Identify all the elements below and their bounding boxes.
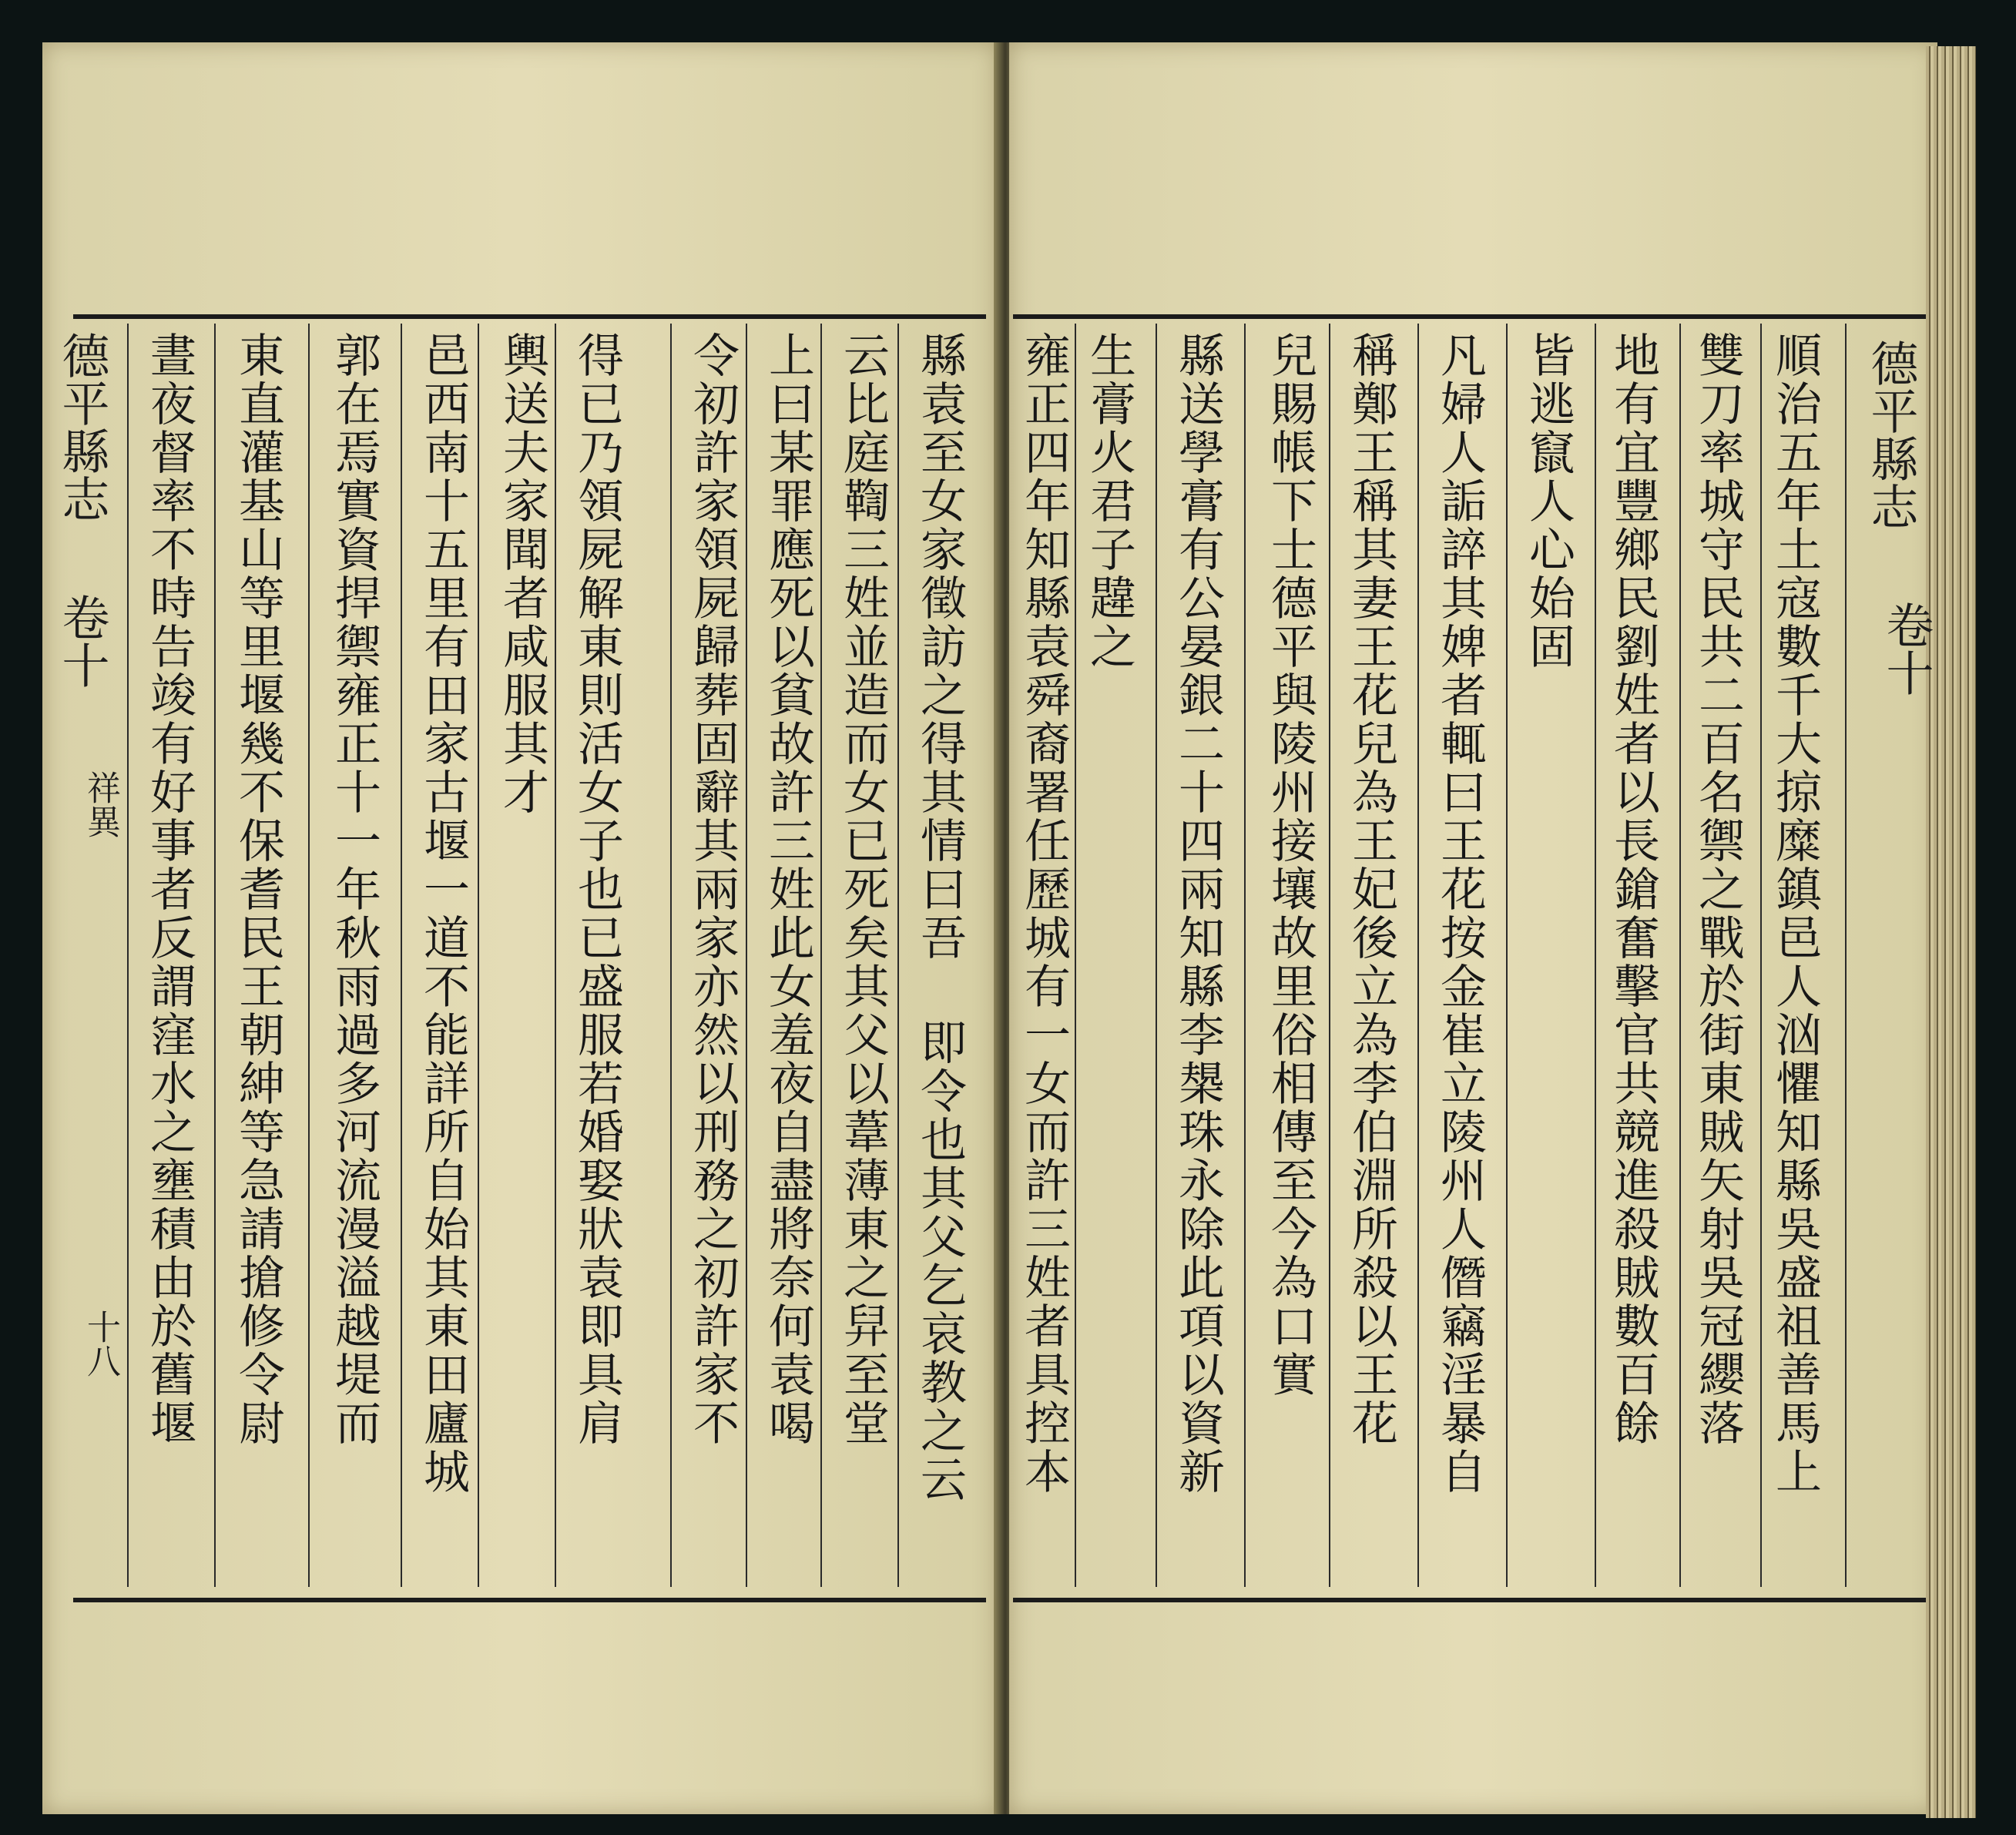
right-col-6: 稱鄭王稱其妻王花兒為王妃後立為李伯淵所殺以王花 bbox=[1344, 331, 1398, 1448]
left-margin-rule bbox=[127, 324, 129, 1587]
right-col-rule bbox=[1244, 324, 1246, 1587]
left-col-6: 輿送夫家聞者咸服其才 bbox=[495, 331, 549, 817]
right-col-rule bbox=[1075, 324, 1076, 1587]
right-col-5: 凡婦人詬誶其婢者輒曰王花按金崔立陵州人僭竊淫暴自 bbox=[1433, 331, 1487, 1496]
left-col-rule bbox=[308, 324, 310, 1587]
right-col-rule bbox=[1595, 324, 1596, 1587]
left-col-7: 邑西南十五里有田家古堰一道不能詳所自始其東田廬城 bbox=[416, 331, 470, 1496]
left-margin-title: 德平縣志 bbox=[54, 331, 110, 522]
left-col-rule bbox=[670, 324, 672, 1587]
left-margin-volume: 卷十 bbox=[54, 593, 110, 689]
left-col-rule bbox=[555, 324, 556, 1587]
left-col-rule bbox=[401, 324, 402, 1587]
right-margin-title: 德平縣志 bbox=[1863, 339, 1919, 530]
left-margin-section: 祥異 bbox=[81, 770, 120, 838]
left-col-2: 云比庭鞫三姓並造而女已死矣其父以葦薄東之舁至堂 bbox=[836, 331, 890, 1448]
right-col-9: 生膏火君子韙之 bbox=[1082, 331, 1136, 671]
left-col-1: 縣袁至女家徵訪之得其情曰吾 即令也其父乞哀教之云 bbox=[913, 331, 967, 1504]
right-col-4: 皆逃竄人心始固 bbox=[1521, 331, 1575, 671]
right-col-rule bbox=[1329, 324, 1330, 1587]
right-col-3: 地有宜豐鄉民劉姓者以長鎗奮擊官共競進殺賊數百餘 bbox=[1606, 331, 1660, 1448]
right-col-8: 縣送學膏有公晏銀二十四兩知縣李槼珠永除此項以資新 bbox=[1171, 331, 1225, 1496]
right-margin-rule bbox=[1845, 324, 1847, 1587]
left-col-rule bbox=[214, 324, 216, 1587]
left-col-9: 東直灌基山等里堰幾不保耆民王朝紳等急請搶修令尉 bbox=[231, 331, 285, 1448]
right-col-rule bbox=[1417, 324, 1419, 1587]
left-col-8: 郭在焉實資捍禦雍正十一年秋雨過多河流漫溢越堤而 bbox=[327, 331, 381, 1448]
right-col-rule bbox=[1679, 324, 1681, 1587]
page-edges bbox=[1926, 46, 1976, 1818]
left-col-rule bbox=[820, 324, 822, 1587]
right-col-10: 雍正四年知縣袁舜裔署任歷城有一女而許三姓者具控本 bbox=[1017, 331, 1071, 1496]
left-col-10: 晝夜督率不時告竣有好事者反謂窪水之壅積由於舊堰 bbox=[143, 331, 196, 1448]
left-col-rule bbox=[478, 324, 479, 1587]
left-col-3: 上曰某罪應死以貧故許三姓此女羞夜自盡將奈何袁喝 bbox=[761, 331, 815, 1448]
left-col-rule bbox=[897, 324, 899, 1587]
right-col-rule bbox=[1506, 324, 1508, 1587]
right-col-rule bbox=[1760, 324, 1762, 1587]
right-col-1: 順治五年土寇數千大掠糜鎮邑人汹懼知縣吳盛祖善馬上 bbox=[1768, 331, 1822, 1496]
left-col-rule bbox=[746, 324, 747, 1587]
left-col-4: 令初許家領屍歸葬固辭其兩家亦然以刑務之初許家不 bbox=[686, 331, 740, 1448]
left-margin-folio: 十八 bbox=[81, 1310, 120, 1377]
right-col-7: 兒賜帳下士德平與陵州接壤故里俗相傳至今為口實 bbox=[1263, 331, 1317, 1399]
right-col-rule bbox=[1156, 324, 1157, 1587]
right-margin-volume: 卷十 bbox=[1878, 601, 1934, 696]
right-col-2: 雙刀率城守民共二百名禦之戰於街東賊矢射吳冠纓落 bbox=[1691, 331, 1745, 1448]
left-col-5: 得已乃領屍解東則活女子也已盛服若婚娶狀袁即具肩 bbox=[570, 331, 624, 1448]
